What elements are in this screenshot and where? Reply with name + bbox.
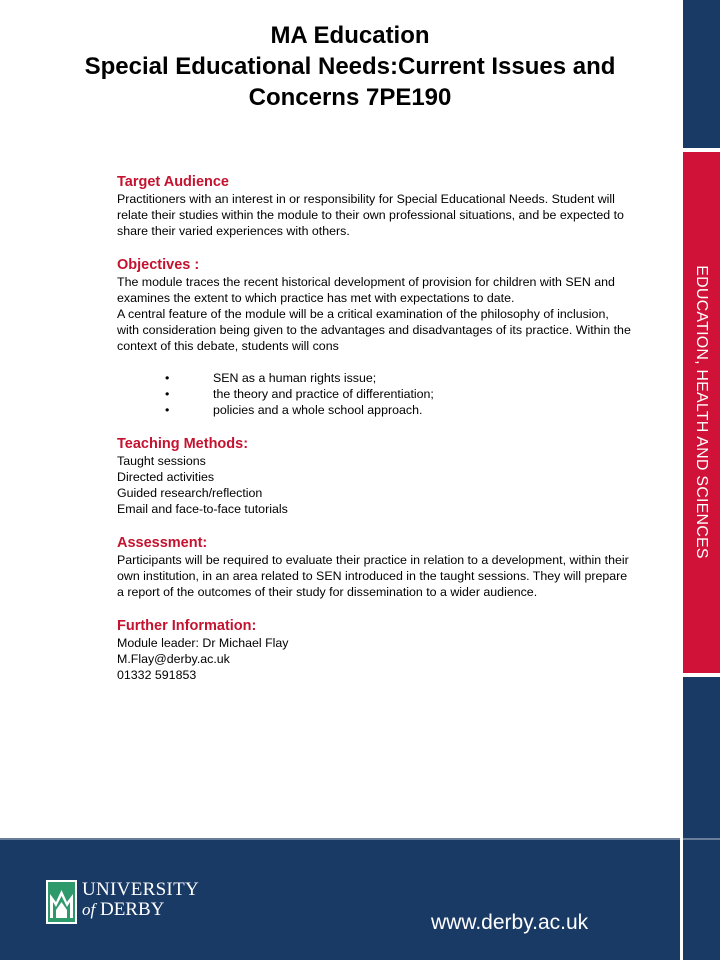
- bullet-mark: •: [165, 371, 170, 385]
- bullet-item: [117, 402, 632, 418]
- further-information-heading: Further Information:: [117, 618, 257, 634]
- assessment-heading: Assessment:: [117, 535, 208, 551]
- sidebar-top-band: [683, 0, 720, 151]
- faculty-sidebar: [683, 0, 720, 838]
- bullet-mark: •: [165, 403, 170, 417]
- section-target-audience: [117, 173, 632, 239]
- module-content: [117, 173, 632, 700]
- logo-mark-icon: [46, 880, 77, 924]
- bullet-text: SEN as a human rights issue;: [213, 371, 377, 385]
- bullet-text: the theory and practice of differentiation;: [213, 387, 434, 401]
- logo-wordmark: [82, 880, 199, 920]
- teaching-methods-heading: Teaching Methods:: [117, 436, 249, 452]
- bullet-text: policies and a whole school approach.: [213, 403, 423, 417]
- assessment-text: Participants will be required to evaluate their practice in relation to a development, within their own institution, in an area related to SEN introduced in the taught sessions. They will prepare a report of the outcomes of their study for dissemination to a wider audience.: [117, 553, 629, 599]
- contact-email[interactable]: M.Flay@derby.ac.uk: [117, 652, 230, 666]
- teaching-method-item: Guided research/reflection: [117, 486, 263, 500]
- sidebar-bottom-band: [683, 677, 720, 838]
- section-objectives: [117, 256, 632, 418]
- teaching-method-item: Taught sessions: [117, 454, 206, 468]
- logo-of-text: of: [82, 900, 96, 919]
- teaching-method-item: Email and face-to-face tutorials: [117, 502, 288, 516]
- section-further-information: [117, 617, 632, 683]
- website-link[interactable]: www.derby.ac.uk: [431, 911, 589, 934]
- section-teaching-methods: [117, 435, 632, 517]
- logo-university-text: UNIVERSITY: [82, 879, 199, 900]
- contact-phone: 01332 591853: [117, 668, 197, 682]
- page-title: [10, 20, 690, 113]
- footer-divider: [680, 838, 683, 960]
- section-assessment: [117, 534, 632, 600]
- faculty-label: EDUCATION, HEALTH AND SCIENCES: [693, 265, 710, 559]
- bullet-item: [117, 370, 632, 386]
- footer-top-rule: [0, 838, 720, 840]
- university-logo[interactable]: [46, 879, 199, 930]
- footer: [0, 838, 720, 960]
- objectives-heading: Objectives :: [117, 257, 200, 273]
- objectives-paragraph-1: The module traces the recent historical development of provision for children with SEN and examines the extent to which practice has met with expectations to date.: [117, 275, 615, 305]
- logo-derby-row: [82, 900, 199, 920]
- title-line-3: Concerns 7PE190: [248, 84, 452, 111]
- objectives-paragraph-2: A central feature of the module will be a critical examination of the philosophy of inclusion, with consideration being given to the advantages and disadvantages of its practice. Within the context of this debate, students will cons: [117, 307, 631, 353]
- bullet-mark: •: [165, 387, 170, 401]
- target-audience-text: Practitioners with an interest in or responsibility for Special Educational Needs. Student will relate their studies within the module to their own professional situations, and be expected to share their varied experiences with others.: [117, 192, 624, 238]
- title-line-2: Special Educational Needs:Current Issues and: [84, 53, 616, 80]
- bullet-item: [117, 386, 632, 402]
- target-audience-heading: Target Audience: [117, 174, 229, 190]
- teaching-method-item: Directed activities: [117, 470, 215, 484]
- title-line-1: MA Education: [270, 22, 430, 49]
- objectives-bullet-list: [117, 370, 632, 418]
- module-leader: Module leader: Dr Michael Flay: [117, 636, 289, 650]
- logo-derby-text: DERBY: [99, 899, 165, 920]
